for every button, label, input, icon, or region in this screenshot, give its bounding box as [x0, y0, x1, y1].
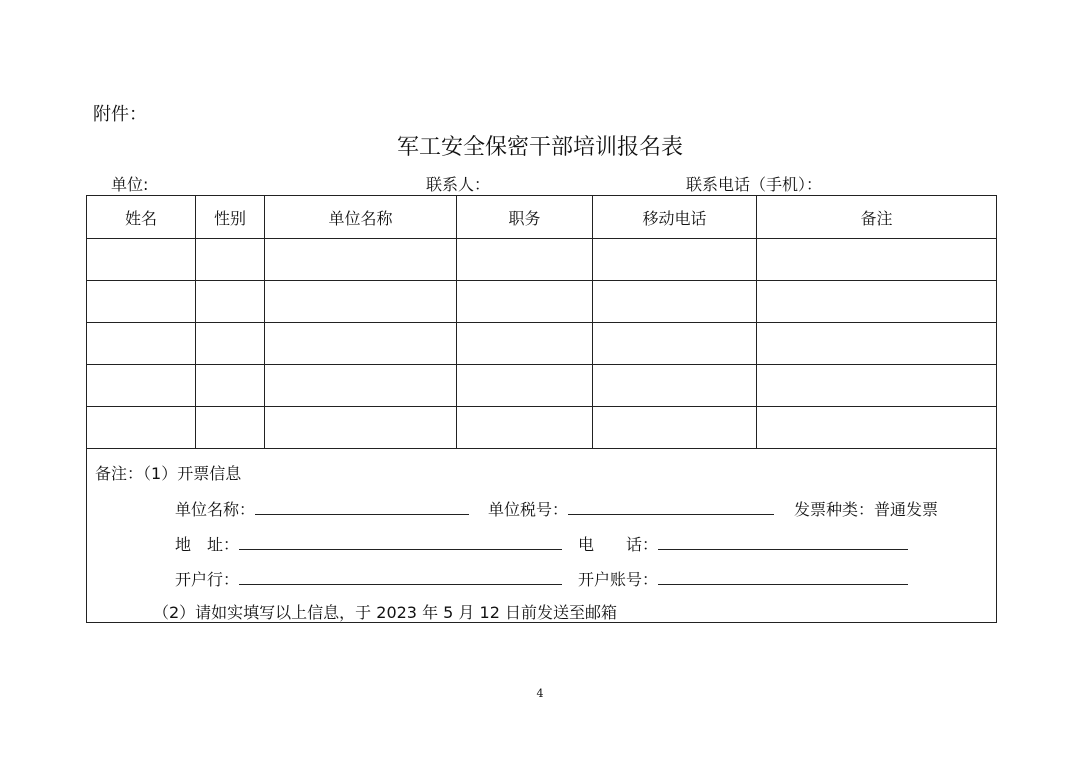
table-cell[interactable]: [593, 239, 757, 281]
notes-heading: [95, 461, 241, 484]
table-cell[interactable]: [593, 281, 757, 323]
table-cell[interactable]: [457, 239, 593, 281]
notes-label: 备注：: [95, 464, 144, 483]
invoice-type: 发票种类：普通发票: [794, 500, 939, 519]
table-row: [87, 323, 997, 365]
table-cell[interactable]: [757, 281, 997, 323]
phone-label: 联系电话（手机）：: [686, 175, 823, 194]
submission-note: （2）请如实填写以上信息，于 2023 年 5 月 12 日前发送至邮箱: [153, 603, 617, 622]
table-cell[interactable]: [196, 407, 265, 449]
header-gender: 性别: [196, 196, 265, 239]
table-cell[interactable]: [196, 323, 265, 365]
table-cell[interactable]: [265, 407, 457, 449]
tel-label: 电 话：: [578, 535, 659, 554]
notes-section: [87, 449, 996, 622]
table-cell[interactable]: [757, 365, 997, 407]
tel-field: [578, 532, 908, 555]
registration-table: [86, 195, 997, 623]
tax-no-blank[interactable]: [568, 498, 774, 515]
table-row: [87, 239, 997, 281]
bank-field: [175, 567, 562, 590]
page-number: 4: [536, 687, 544, 700]
address-label: 地 址：: [175, 535, 240, 554]
table-cell[interactable]: [593, 323, 757, 365]
table-cell[interactable]: [265, 365, 457, 407]
tel-blank[interactable]: [658, 533, 908, 550]
table-header-row: [87, 196, 997, 239]
table-cell[interactable]: [87, 365, 196, 407]
account-label: 开户账号：: [578, 570, 659, 589]
notes-row: [87, 449, 997, 623]
table-cell[interactable]: [196, 239, 265, 281]
unit-name-field: [175, 497, 469, 520]
account-blank[interactable]: [658, 568, 908, 585]
table-cell[interactable]: [593, 407, 757, 449]
table-cell[interactable]: [757, 239, 997, 281]
tax-no-field: [488, 497, 774, 520]
table-cell[interactable]: [457, 281, 593, 323]
header-mobile: 移动电话: [593, 196, 757, 239]
header-position: 职务: [457, 196, 593, 239]
table-cell[interactable]: [593, 365, 757, 407]
table-cell[interactable]: [87, 407, 196, 449]
address-field: [175, 532, 562, 555]
unit-name-blank[interactable]: [255, 498, 469, 515]
contact-label: 联系人：: [426, 175, 491, 194]
unit-label: 单位:: [111, 175, 149, 194]
attachment-label: 附件：: [93, 104, 147, 125]
table-cell[interactable]: [87, 323, 196, 365]
table-cell[interactable]: [265, 323, 457, 365]
table-cell[interactable]: [757, 407, 997, 449]
table-row: [87, 365, 997, 407]
bank-blank[interactable]: [239, 568, 562, 585]
bank-label: 开户行：: [175, 570, 240, 589]
table-cell[interactable]: [457, 323, 593, 365]
table-cell[interactable]: [87, 239, 196, 281]
header-name: 姓名: [87, 196, 196, 239]
table-cell[interactable]: [196, 281, 265, 323]
table-cell[interactable]: [87, 281, 196, 323]
address-blank[interactable]: [239, 533, 562, 550]
table-row: [87, 281, 997, 323]
notes-cell: [87, 449, 997, 623]
form-title: 军工安全保密干部培训报名表: [396, 135, 683, 160]
table-cell[interactable]: [265, 239, 457, 281]
table-cell[interactable]: [457, 407, 593, 449]
table-cell[interactable]: [457, 365, 593, 407]
table-row: [87, 407, 997, 449]
header-remarks: 备注: [757, 196, 997, 239]
header-unit-name: 单位名称: [265, 196, 457, 239]
unit-name-label: 单位名称：: [175, 500, 256, 519]
table-cell[interactable]: [265, 281, 457, 323]
table-cell[interactable]: [196, 365, 265, 407]
invoice-info-heading: （1）开票信息: [143, 464, 242, 483]
tax-no-label: 单位税号：: [488, 500, 569, 519]
account-field: [578, 567, 908, 590]
table-cell[interactable]: [757, 323, 997, 365]
